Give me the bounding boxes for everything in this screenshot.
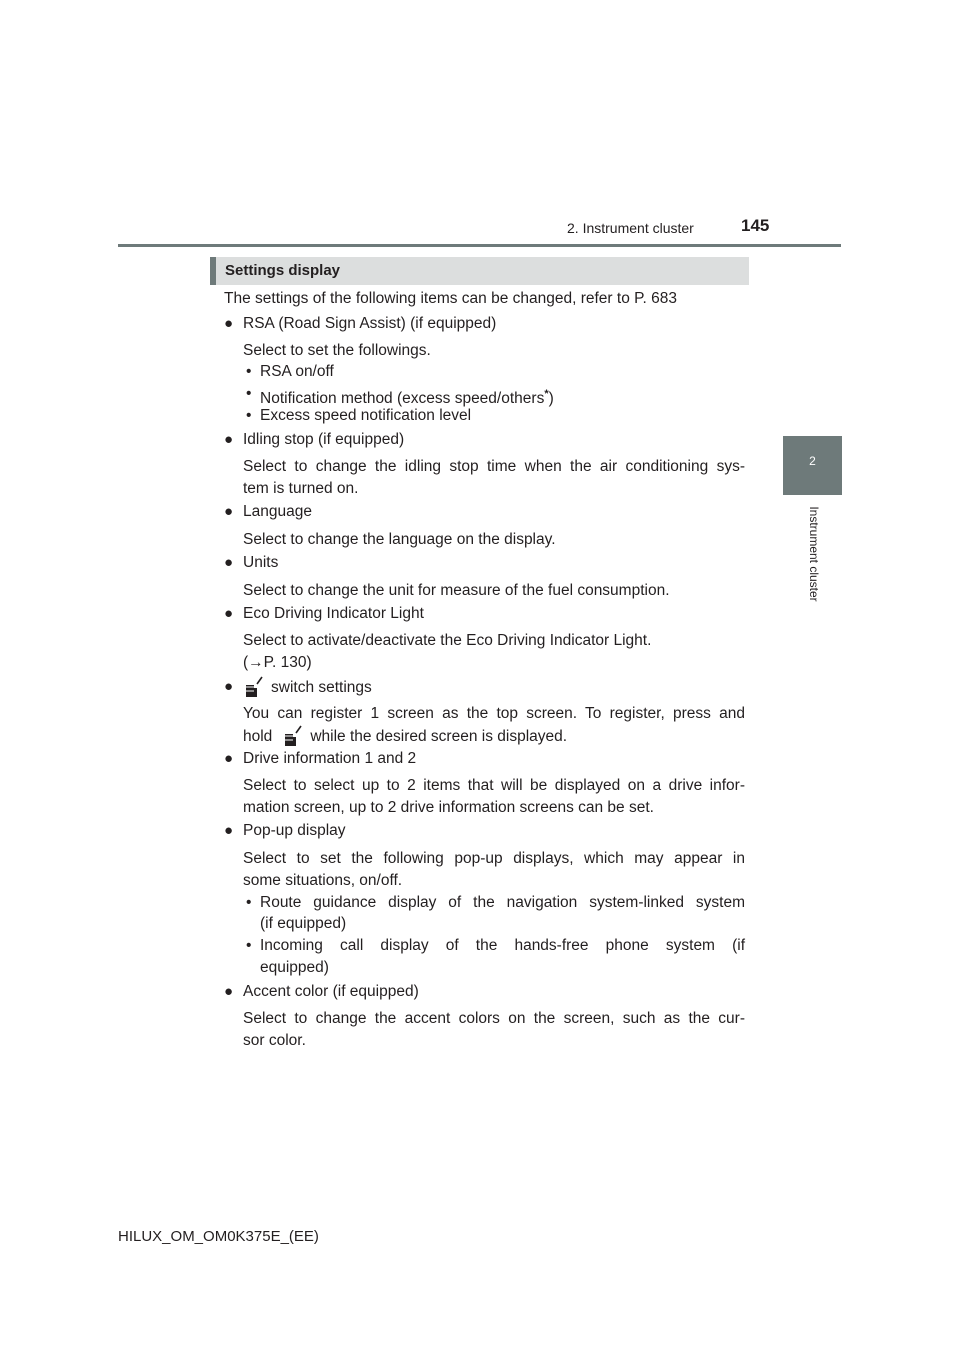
sub-item-excess-speed-level: Excess speed notification level (260, 407, 472, 424)
item-desc-rsa: Select to set the followings. (243, 342, 431, 359)
bullet-icon: ● (224, 750, 234, 767)
item-title-rsa: RSA (Road Sign Assist) (if equipped) (243, 315, 497, 332)
running-header-section: 2. Instrument cluster (567, 220, 694, 236)
document-code-footer: HILUX_OM_OM0K375E_(EE) (118, 1228, 319, 1245)
sub-bullet-icon: • (246, 894, 252, 911)
item-desc-drive-line2: mation screen, up to 2 drive information screens can be set. (243, 799, 654, 816)
sub-bullet-icon: • (246, 407, 252, 424)
item-title-idling-stop: Idling stop (if equipped) (243, 431, 405, 448)
item-desc-idling-line2: tem is turned on. (243, 480, 359, 497)
sub-item-rsa-onoff: RSA on/off (260, 363, 334, 380)
item-title-switch-settings-row (243, 676, 372, 699)
item-desc-popup-line2: some situations, on/off. (243, 872, 403, 889)
display-change-switch-icon (284, 725, 302, 747)
bullet-icon: ● (224, 605, 234, 622)
close-paren: ) (548, 390, 554, 408)
footnote-mark: * (544, 388, 549, 400)
item-title-units: Units (243, 554, 279, 571)
item-title-language: Language (243, 503, 312, 520)
item-title-drive-information: Drive information 1 and 2 (243, 750, 417, 767)
page-number: 145 (741, 216, 770, 235)
page-reference-p130: (→P. 130) (243, 654, 312, 671)
section-heading-bar (210, 257, 749, 285)
item-desc-language: Select to change the language on the display. (243, 531, 556, 548)
item-desc-units: Select to change the unit for measure of the fuel consumption. (243, 582, 670, 599)
bullet-icon: ● (224, 315, 234, 332)
item-title-switch-settings: switch settings (271, 679, 372, 696)
item-desc-switch-rest: while the desired screen is displayed. (310, 728, 568, 745)
bullet-icon: ● (224, 503, 234, 520)
section-title: Settings display (225, 262, 341, 279)
bullet-icon: ● (224, 431, 234, 448)
sub-item-incoming-call-line2: equipped) (260, 959, 329, 976)
item-desc-switch-line2 (243, 725, 567, 748)
sub-bullet-icon: • (246, 385, 252, 402)
bullet-icon: ● (224, 678, 234, 695)
item-title-popup-display: Pop-up display (243, 822, 346, 839)
item-desc-drive-line1: Select to select up to 2 items that will be displayed on a drive infor- (243, 777, 745, 794)
item-desc-idling-line1: Select to change the idling stop time when the air conditioning sys- (243, 458, 745, 475)
sub-item-route-guidance-line1: Route guidance display of the navigation system-linked system (260, 894, 745, 911)
item-title-eco-driving: Eco Driving Indicator Light (243, 605, 424, 622)
sub-item-incoming-call-line1: Incoming call display of the hands-free phone system (if (260, 937, 745, 954)
item-desc-accent-line1: Select to change the accent colors on the screen, such as the cur- (243, 1010, 745, 1027)
item-desc-eco-line1: Select to activate/deactivate the Eco Driving Indicator Light. (243, 632, 652, 649)
item-title-accent-color: Accent color (if equipped) (243, 983, 419, 1000)
item-desc-accent-line2: sor color. (243, 1032, 306, 1049)
intro-text: The settings of the following items can be changed, refer to P. 683 (224, 290, 677, 307)
bullet-icon: ● (224, 554, 234, 571)
header-divider (118, 244, 841, 247)
item-desc-switch-hold: hold (243, 728, 273, 745)
chapter-title: Instrument cluster (807, 506, 821, 602)
chapter-number: 2 (809, 454, 816, 468)
sub-item-notification-text: Notification method (excess speed/others (260, 390, 545, 408)
sub-bullet-icon: • (246, 937, 252, 954)
sub-item-route-guidance-line2: (if equipped) (260, 915, 347, 932)
sub-bullet-icon: • (246, 363, 252, 380)
bullet-icon: ● (224, 822, 234, 839)
item-desc-popup-line1: Select to set the following pop-up displays, which may appear in (243, 850, 745, 867)
bullet-icon: ● (224, 983, 234, 1000)
display-change-switch-icon (245, 676, 263, 698)
item-desc-switch-line1: You can register 1 screen as the top screen. To register, press and (243, 705, 745, 722)
